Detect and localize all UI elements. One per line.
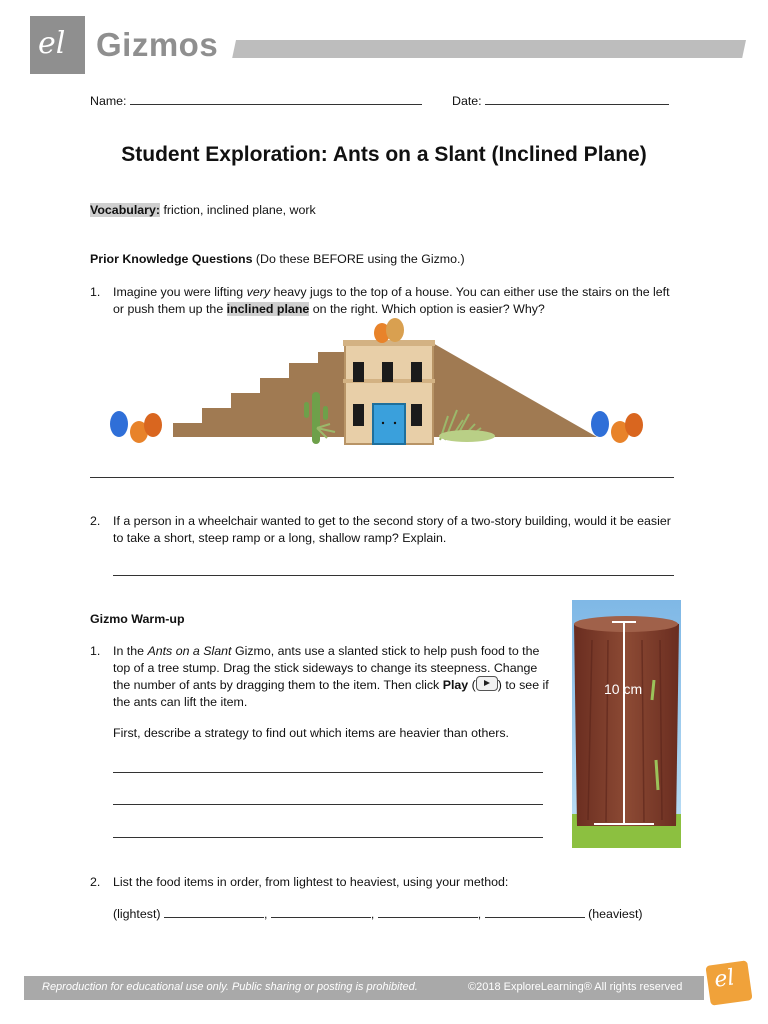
tree-stump-image — [572, 600, 681, 848]
footer-logo-glyph: el — [712, 965, 737, 993]
warmup-question-1 — [113, 643, 553, 710]
name-field[interactable] — [90, 93, 422, 110]
question-number: 1. — [90, 285, 101, 299]
date-field[interactable] — [452, 93, 669, 110]
separator: , — [477, 907, 482, 921]
play-icon — [476, 676, 498, 691]
w1-text-a: In the — [113, 644, 148, 658]
separator: , — [263, 907, 268, 921]
vocabulary — [90, 202, 316, 219]
header-bar — [232, 40, 746, 58]
rank-blank-1[interactable] — [164, 917, 264, 918]
q1-text-b: heavy jugs to the top of a house. You can either use the stairs on the left or push them up the — [113, 285, 670, 316]
brand-name: Gizmos — [96, 26, 219, 63]
rank-blank-4[interactable] — [485, 917, 585, 918]
rank-blank-2[interactable] — [271, 917, 371, 918]
prior-knowledge-note: (Do these BEFORE using the Gizmo.) — [252, 252, 465, 266]
w1-text-b: Gizmo, ants use a slanted stick to help push food to the top of a tree stump. Drag the stick sideways to change its steepness. Change the number of ants by dragging them to the item. Then click — [113, 644, 540, 692]
stairs — [173, 352, 347, 437]
answer-line[interactable] — [113, 837, 543, 838]
name-label: Name: — [90, 94, 127, 108]
q1-text-a: Imagine you were lifting — [113, 285, 247, 299]
w1-emphasis: Ants on a Slant — [147, 644, 232, 658]
question-number: 1. — [90, 644, 101, 658]
q1-highlight: inclined plane — [226, 301, 310, 316]
date-label: Date: — [452, 94, 482, 108]
q1-emphasis: very — [246, 285, 271, 299]
name-line[interactable] — [130, 104, 422, 105]
house-door — [373, 404, 405, 444]
w1-text-d: ) to see if the ants can lift the item. — [113, 678, 549, 709]
w1-text-c: ( — [468, 678, 476, 692]
footer-bar — [24, 976, 704, 1000]
q1-text-c: on the right. Which option is easier? Why? — [309, 301, 545, 316]
footer-logo — [705, 960, 752, 1005]
footer-disclaimer: Reproduction for educational use only. Public sharing or posting is prohibited. — [42, 981, 418, 993]
prior-knowledge-heading — [90, 251, 465, 268]
page-title: Student Exploration: Ants on a Slant (Inclined Plane) — [121, 143, 647, 166]
vocabulary-terms: friction, inclined plane, work — [160, 203, 316, 217]
rank-blank-3[interactable] — [378, 917, 478, 918]
separator: , — [370, 907, 375, 921]
prior-knowledge-title: Prior Knowledge Questions — [90, 252, 253, 266]
height-label: 10 cm — [604, 681, 643, 697]
prior-question-2: If a person in a wheelchair wanted to get to the second story of a two-story building, would it be easier to take a short, steep ramp or a long, shallow ramp? Explain. — [113, 514, 671, 545]
warmup-heading: Gizmo Warm-up — [90, 612, 185, 626]
jug — [110, 411, 128, 437]
jug — [144, 413, 162, 437]
house-illustration — [105, 316, 655, 448]
warmup-question-2: List the food items in order, from lightest to heaviest, using your method: — [113, 875, 509, 889]
play-label: Play — [442, 678, 469, 692]
inclined-plane — [431, 342, 597, 437]
answer-line[interactable] — [113, 772, 543, 773]
answer-line[interactable] — [113, 575, 674, 576]
question-number: 2. — [90, 875, 101, 889]
date-line[interactable] — [485, 104, 669, 105]
prior-question-1 — [113, 284, 678, 317]
warmup-subquestion: First, describe a strategy to find out which items are heavier than others. — [113, 726, 509, 740]
cactus — [312, 392, 320, 444]
gizmos-logo — [30, 16, 85, 74]
ranking-row — [113, 906, 643, 923]
answer-line[interactable] — [90, 477, 674, 478]
jug — [386, 318, 404, 342]
footer-copyright: ©2018 ExploreLearning® All rights reserved — [468, 981, 683, 993]
lightest-label: (lightest) — [113, 907, 161, 921]
vocabulary-label: Vocabulary: — [90, 203, 161, 217]
question-number: 2. — [90, 514, 101, 528]
jug — [591, 411, 609, 437]
heaviest-label: (heaviest) — [588, 907, 643, 921]
jug — [625, 413, 643, 437]
answer-line[interactable] — [113, 804, 543, 805]
logo-glyph: el — [38, 26, 66, 61]
